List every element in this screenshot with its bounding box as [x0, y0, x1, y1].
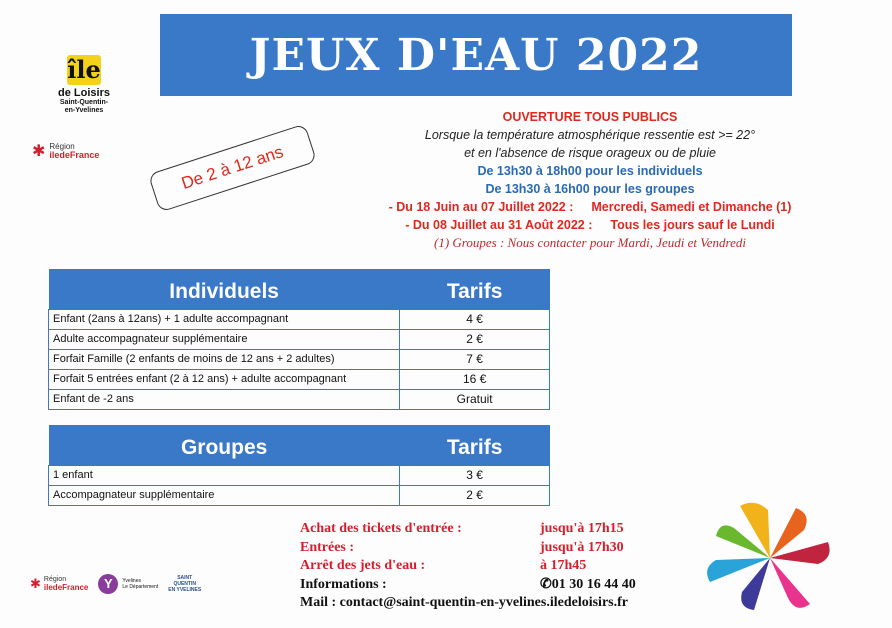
ile-logo-line3: en-Yvelines: [64, 107, 104, 114]
period-2-dates: - Du 08 Juillet au 31 Août 2022 :: [405, 218, 593, 232]
contact-info: [300, 520, 636, 613]
yvelines-line2: Le Département: [122, 584, 159, 590]
yvelines-logo: [98, 574, 158, 594]
splash-petal-pink: [770, 558, 810, 608]
opening-heading: OUVERTURE TOUS PUBLICS: [502, 110, 678, 124]
title-banner: [160, 14, 792, 96]
row-price: 7 €: [400, 349, 550, 369]
table-row: [49, 389, 550, 409]
contact-row-tickets: [300, 520, 636, 539]
region-star-icon: ✱: [32, 142, 46, 160]
sqy-logo: [168, 575, 201, 593]
period-1: [355, 198, 825, 216]
individuals-header-row: [49, 269, 550, 309]
table-row: [49, 309, 550, 329]
entries-label: Entrées :: [300, 539, 355, 555]
row-label: 1 enfant: [49, 465, 400, 485]
hours-individuals: De 13h30 à 18h00 pour les individuels: [477, 164, 703, 178]
row-label: Adulte accompagnateur supplémentaire: [49, 329, 400, 349]
phone-icon: ✆: [540, 576, 552, 592]
opening-info: [355, 108, 825, 252]
condition-temperature: Lorsque la température atmosphérique ressentie est >= 22°: [424, 128, 756, 142]
groups-price-header: Tarifs: [446, 435, 503, 459]
row-label: Enfant de -2 ans: [49, 389, 400, 409]
sqy-line3: EN YVELINES: [168, 587, 202, 593]
row-price: 4 €: [400, 309, 550, 329]
stop-label: Arrêt des jets d'eau :: [300, 558, 426, 573]
page-title: JEUX D'EAU 2022: [249, 29, 703, 81]
period-1-days: Mercredi, Samedi et Dimanche (1): [591, 200, 792, 214]
yvelines-line1: Yvelines: [122, 578, 141, 584]
ile-logo-mark: île: [67, 55, 101, 84]
tickets-label: Achat des tickets d'entrée :: [300, 521, 462, 536]
tickets-value: jusqu'à 17h15: [540, 521, 624, 536]
color-splash-logo: [700, 496, 840, 616]
table-row: [49, 349, 550, 369]
period-1-dates: - Du 18 Juin au 07 Juillet 2022 :: [388, 200, 574, 214]
row-label: Forfait Famille (2 enfants de moins de 12 ans + 2 adultes): [49, 349, 400, 369]
table-row: [49, 485, 550, 505]
ile-logo-line1: de Loisirs: [58, 87, 110, 99]
region-star-icon: ✱: [30, 576, 41, 591]
sqy-line2: QUENTIN: [173, 581, 196, 587]
individuals-header: Individuels: [169, 279, 279, 303]
phone-number: 01 30 16 44 40: [551, 576, 636, 592]
period-2-days: Tous les jours sauf le Lundi: [610, 218, 775, 232]
hours-groups: De 13h30 à 16h00 pour les groupes: [485, 182, 695, 196]
row-price: Gratuit: [400, 389, 550, 409]
row-price: 2 €: [400, 485, 550, 505]
mail-line: Mail : contact@saint-quentin-en-yvelines.iledeloisirs.fr: [300, 595, 628, 610]
partner-logos: [30, 574, 201, 594]
table-row: [49, 465, 550, 485]
row-price: 2 €: [400, 329, 550, 349]
region-small-bottom: Région: [43, 576, 67, 583]
info-label: Informations :: [300, 576, 387, 592]
row-label: Accompagnateur supplémentaire: [49, 485, 400, 505]
row-label: Forfait 5 entrées enfant (2 à 12 ans) + adulte accompagnant: [49, 369, 400, 389]
groups-header-row: [49, 425, 550, 465]
contact-row-entries: [300, 539, 636, 558]
table-row: [49, 369, 550, 389]
row-price: 16 €: [400, 369, 550, 389]
region-logo-big: iledeFrance: [49, 150, 100, 160]
sqy-line1: SAINT: [177, 575, 193, 581]
groups-note: (1) Groupes : Nous contacter pour Mardi, Jeudi et Vendredi: [434, 235, 746, 250]
stop-value: à 17h45: [540, 558, 587, 573]
region-big-bottom: iledeFrance: [43, 583, 89, 592]
entries-value: jusqu'à 17h30: [540, 539, 624, 555]
individuals-price-table: [48, 269, 550, 410]
row-price: 3 €: [400, 465, 550, 485]
individuals-price-header: Tarifs: [446, 279, 503, 303]
contact-row-stop: [300, 557, 636, 576]
yvelines-mark: Y: [98, 574, 118, 594]
row-label: Enfant (2ans à 12ans) + 1 adulte accompagnant: [49, 309, 400, 329]
table-row: [49, 329, 550, 349]
condition-weather: et en l'absence de risque orageux ou de pluie: [464, 146, 716, 160]
ile-logo-line2: Saint-Quentin-: [59, 99, 109, 106]
groups-header: Groupes: [180, 435, 268, 459]
period-2: [355, 216, 825, 234]
contact-row-phone: [300, 576, 636, 595]
region-logo-small: Région: [49, 142, 75, 151]
age-badge: De 2 à 12 ans: [148, 123, 317, 212]
region-logo-bottom: [30, 576, 88, 592]
ile-de-loisirs-logo: [38, 55, 130, 115]
region-logo: [32, 142, 99, 160]
groups-price-table: [48, 425, 550, 506]
